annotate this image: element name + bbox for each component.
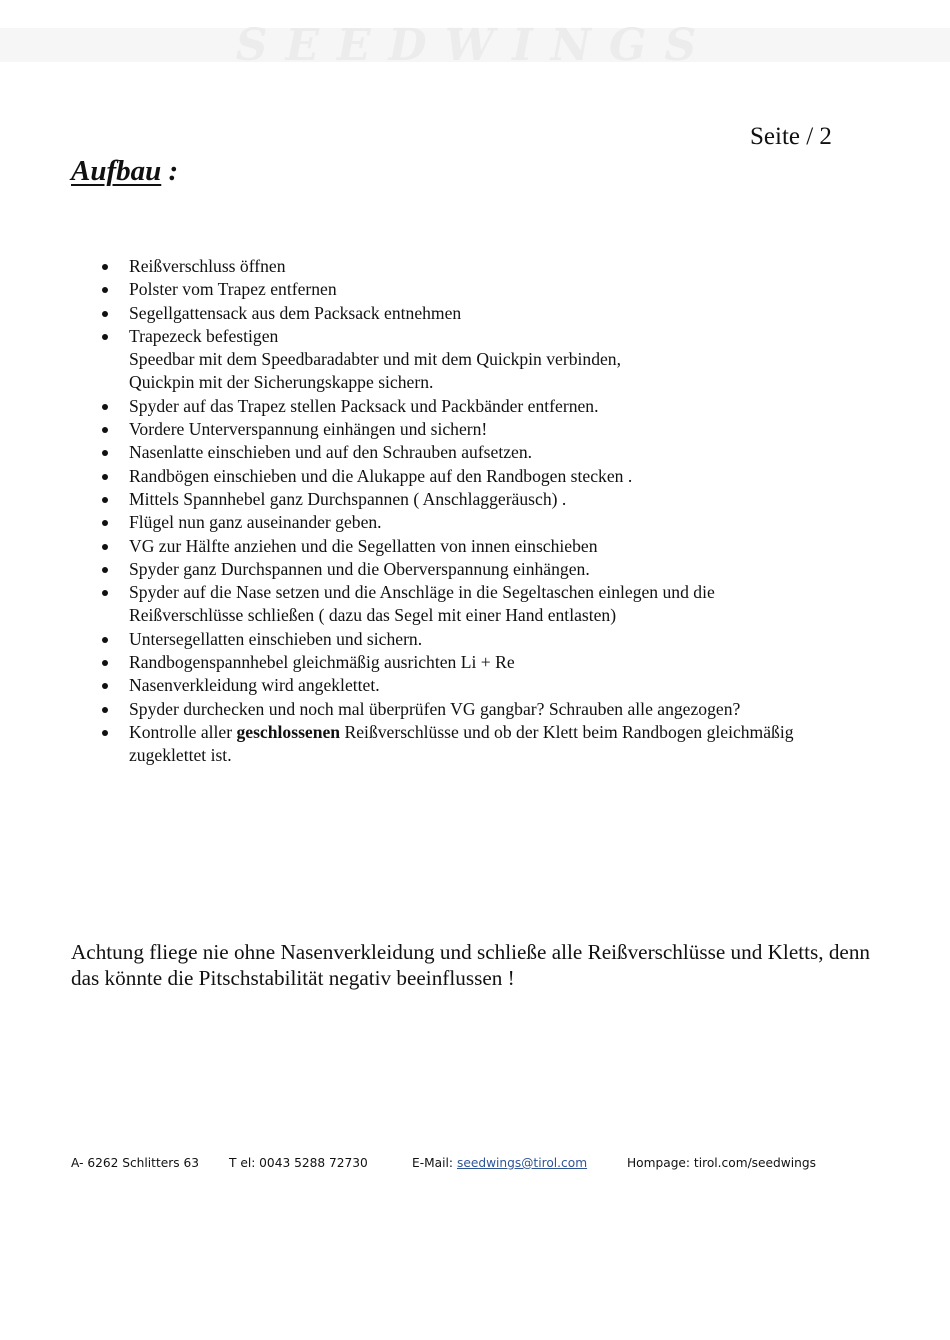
- bullet-icon: [102, 311, 108, 317]
- list-item: [0, 395, 950, 418]
- step-line: Reißverschlüsse schließen ( dazu das Segel mit einer Hand entlasten): [129, 605, 617, 626]
- bullet-icon: [102, 404, 108, 410]
- footer-phone: T el: 0043 5288 72730: [229, 1156, 368, 1170]
- bullet-icon: [102, 520, 108, 526]
- bullet-icon: [102, 450, 108, 456]
- footer-email-label: E-Mail:: [412, 1156, 453, 1170]
- step-line: Randbogenspannhebel gleichmäßig ausrichten Li + Re: [129, 652, 515, 673]
- seedwings-watermark-logo: [0, 22, 950, 68]
- section-title-suffix: :: [161, 155, 179, 187]
- step-line: Spyder auf die Nase setzen und die Anschläge in die Segeltaschen einlegen und die: [129, 582, 715, 603]
- step-line: Nasenverkleidung wird angeklettet.: [129, 675, 380, 696]
- list-item: [0, 465, 950, 488]
- step-line: Nasenlatte einschieben und auf den Schrauben aufsetzen.: [129, 442, 533, 463]
- list-item: [0, 255, 950, 278]
- bullet-icon: [102, 730, 108, 736]
- step-line: VG zur Hälfte anziehen und die Segellatten von innen einschieben: [129, 535, 598, 556]
- step-text-bold: geschlossenen: [236, 721, 341, 742]
- step-line: Speedbar mit dem Speedbaradabter und mit dem Quickpin verbinden,: [129, 349, 621, 370]
- bullet-icon: [102, 590, 108, 596]
- step-line: Spyder auf das Trapez stellen Packsack und Packbänder entfernen.: [129, 395, 599, 416]
- step-line: [129, 721, 870, 744]
- warning-line: das könnte die Pitschstabilität negativ beeinflussen !: [71, 966, 515, 990]
- step-line: Quickpin mit der Sicherungskappe sichern.: [129, 372, 434, 393]
- bullet-icon: [102, 427, 108, 433]
- bullet-icon: [102, 567, 108, 573]
- footer-address: A- 6262 Schlitters 63: [71, 1156, 199, 1170]
- svg-text:SEEDWINGS: SEEDWINGS: [235, 22, 715, 68]
- list-item: [0, 651, 950, 674]
- list-item: [0, 558, 950, 581]
- footer-email-link[interactable]: seedwings@tirol.com: [457, 1156, 588, 1170]
- list-item: [0, 628, 950, 651]
- list-item: [0, 278, 950, 301]
- step-line: Spyder ganz Durchspannen und die Oberverspannung einhängen.: [129, 558, 590, 579]
- list-item: [0, 511, 950, 534]
- bullet-icon: [102, 334, 108, 340]
- bullet-icon: [102, 497, 108, 503]
- step-line: Trapezeck befestigen: [129, 325, 279, 346]
- step-line: Spyder durchecken und noch mal überprüfen VG gangbar? Schrauben alle angezogen?: [129, 698, 741, 719]
- bullet-icon: [102, 264, 108, 270]
- step-line: Reißverschluss öffnen: [129, 256, 286, 276]
- bullet-icon: [102, 683, 108, 689]
- page-number: Seite / 2: [750, 123, 832, 150]
- list-item: [0, 325, 950, 395]
- step-line: Mittels Spannhebel ganz Durchspannen ( Anschlaggeräusch) .: [129, 488, 567, 509]
- bullet-icon: [102, 287, 108, 293]
- step-line: Vordere Unterverspannung einhängen und sichern!: [129, 419, 488, 440]
- step-line: Flügel nun ganz auseinander geben.: [129, 512, 382, 533]
- footer-homepage: Hompage: tirol.com/seedwings: [627, 1156, 816, 1170]
- list-item: [0, 674, 950, 697]
- list-item: [0, 581, 950, 628]
- step-line: Randbögen einschieben und die Alukappe auf den Randbogen stecken .: [129, 465, 633, 486]
- section-title-word: Aufbau: [71, 155, 162, 187]
- assembly-steps-list: [0, 255, 950, 768]
- step-text-rest: Reißverschlüsse und ob der Klett beim Randbogen gleichmäßig: [340, 721, 794, 742]
- list-item: [0, 418, 950, 441]
- list-item: [0, 535, 950, 558]
- step-line: zugeklettet ist.: [129, 745, 232, 766]
- warning-line: Achtung fliege nie ohne Nasenverkleidung und schließe alle Reißverschlüsse und Kletts, denn: [71, 940, 871, 964]
- list-item: [0, 302, 950, 325]
- step-text-prefix: Kontrolle aller: [129, 721, 237, 742]
- bullet-icon: [102, 637, 108, 643]
- bullet-icon: [102, 660, 108, 666]
- step-line: Segellgattensack aus dem Packsack entnehmen: [129, 302, 462, 323]
- list-item: [0, 488, 950, 511]
- list-item: [0, 721, 950, 768]
- step-line: Polster vom Trapez entfernen: [129, 279, 337, 300]
- list-item: [0, 698, 950, 721]
- warning-note: [71, 939, 931, 991]
- bullet-icon: [102, 474, 108, 480]
- bullet-icon: [102, 707, 108, 713]
- list-item: [0, 441, 950, 464]
- step-line: Untersegellatten einschieben und sichern.: [129, 628, 423, 649]
- section-title: [71, 153, 178, 189]
- bullet-icon: [102, 544, 108, 550]
